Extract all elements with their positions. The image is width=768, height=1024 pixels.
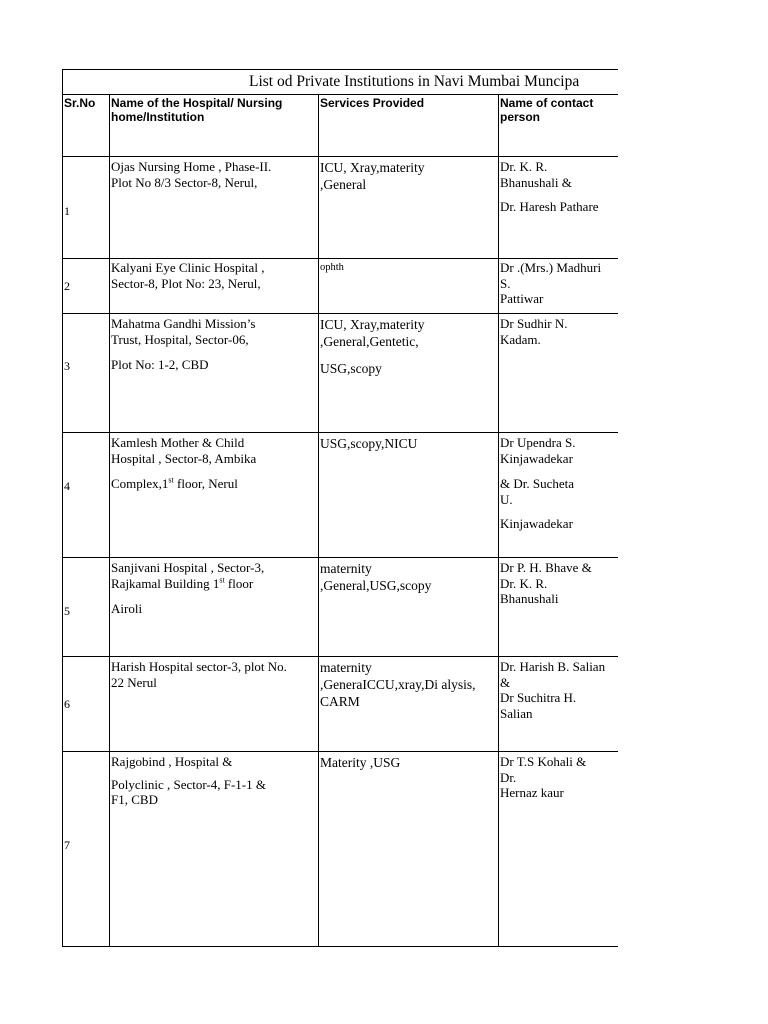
row-number: 4 (64, 479, 70, 493)
contact-line: Dr. (500, 769, 517, 785)
services-line: ,General,USG,scopy (320, 578, 432, 593)
header-name (110, 95, 319, 157)
services-line: USG,scopy (320, 361, 382, 376)
name-line: Kamlesh Mother & Child (111, 435, 245, 450)
cell-contact (499, 157, 619, 259)
contact-line: Dr. K. R. (500, 575, 548, 591)
contact-line: Hernaz kaur (500, 785, 564, 800)
institutions-table (62, 94, 618, 947)
header-services (319, 95, 499, 157)
cell-contact (499, 433, 619, 558)
name-text: floor (224, 575, 254, 591)
contact-line: Kadam. (500, 331, 541, 347)
name-text: Complex,1 (111, 476, 169, 491)
contact-line: Bhanushali (500, 591, 559, 606)
header-name-label: Name of the Hospital/ Nursing home/Institution (111, 96, 283, 124)
ordinal-suffix: st (219, 575, 225, 585)
name-line: Polyclinic , Sector-4, F-1-1 & (111, 776, 266, 792)
name-text: floor, Nerul (173, 476, 238, 491)
name-line: Kalyani Eye Clinic Hospital , (111, 260, 265, 275)
spreadsheet (62, 69, 618, 949)
cell-name (110, 157, 319, 259)
cell-services (319, 752, 499, 947)
cell-services (319, 314, 499, 433)
name-line (111, 576, 317, 592)
cell-srno (63, 259, 110, 314)
contact-line: Dr. K. R. (500, 159, 548, 174)
cell-srno (63, 558, 110, 657)
cell-contact (499, 259, 619, 314)
cell-srno (63, 433, 110, 558)
cell-srno (63, 314, 110, 433)
cell-name (110, 433, 319, 558)
cell-services (319, 157, 499, 259)
name-line: Sector-8, Plot No: 23, Nerul, (111, 275, 261, 291)
header-services-label: Services Provided (320, 96, 425, 110)
contact-line: Kinjawadekar (500, 516, 573, 531)
table-row (63, 752, 619, 947)
services-line: ,GeneraICCU,xray,Di alysis, (320, 677, 476, 692)
title-row (62, 69, 618, 94)
name-line: Trust, Hospital, Sector-06, (111, 331, 249, 347)
services-line: ophth (320, 262, 344, 273)
contact-line: S. (500, 275, 511, 291)
contact-line: Dr T.S Kohali & (500, 754, 587, 769)
contact-line: Dr .(Mrs.) Madhuri (500, 260, 602, 275)
services-line: ICU, Xray,materity (320, 160, 425, 175)
contact-line: Dr P. H. Bhave & (500, 560, 592, 575)
cell-contact (499, 314, 619, 433)
services-line: ,General,Gentetic, (320, 334, 419, 349)
cell-srno (63, 157, 110, 259)
table-row (63, 558, 619, 657)
name-line: Ojas Nursing Home , Phase-II. (111, 159, 272, 174)
name-line: Airoli (111, 601, 143, 616)
name-line: Harish Hospital sector-3, plot No. (111, 659, 287, 674)
row-number: 6 (64, 697, 70, 711)
cell-srno (63, 657, 110, 752)
name-line: Hospital , Sector-8, Ambika (111, 450, 257, 466)
header-row (63, 95, 619, 157)
cell-name (110, 259, 319, 314)
row-number: 1 (64, 204, 70, 218)
table-row (63, 657, 619, 752)
services-line: USG,scopy,NICU (320, 436, 418, 451)
cell-name (110, 752, 319, 947)
contact-line: Bhanushali & (500, 174, 572, 190)
document-title: List od Private Institutions in Navi Mumbai Muncipa (249, 73, 580, 90)
contact-line: & (500, 674, 511, 690)
header-srno (63, 95, 110, 157)
contact-line: Salian (500, 705, 533, 721)
name-line: Plot No 8/3 Sector-8, Nerul, (111, 174, 258, 190)
table-row (63, 314, 619, 433)
header-contact (499, 95, 619, 157)
table-row (63, 157, 619, 259)
name-line (111, 476, 317, 492)
contact-line: Dr Upendra S. (500, 435, 576, 450)
contact-line: & Dr. Sucheta (500, 476, 575, 491)
services-line: Materity ,USG (320, 755, 401, 770)
services-line: ICU, Xray,materity (320, 317, 425, 332)
cell-services (319, 558, 499, 657)
cell-name (110, 657, 319, 752)
name-line: Rajgobind , Hospital & (111, 754, 233, 769)
cell-contact (499, 558, 619, 657)
contact-line: Dr. Harish B. Salian (500, 659, 606, 674)
contact-line: Dr. Haresh Pathare (500, 199, 599, 214)
cell-services (319, 657, 499, 752)
contact-line: Pattiwar (500, 291, 544, 306)
table-row (63, 259, 619, 314)
row-number: 2 (64, 279, 70, 293)
cell-name (110, 314, 319, 433)
name-line: Mahatma Gandhi Mission’s (111, 316, 256, 331)
table-row (63, 433, 619, 558)
cell-srno (63, 752, 110, 947)
contact-line: Dr Sudhir N. (500, 316, 568, 331)
name-line: Sanjivani Hospital , Sector-3, (111, 560, 265, 575)
contact-line: Dr Suchitra H. (500, 690, 577, 705)
contact-line: U. (500, 491, 513, 507)
cell-name (110, 558, 319, 657)
name-line: 22 Nerul (111, 674, 157, 690)
cell-contact (499, 657, 619, 752)
header-contact-label: Name of contact person (500, 96, 594, 124)
header-srno-label: Sr.No (64, 96, 96, 110)
name-text: Rajkamal Building 1 (111, 575, 220, 591)
cell-contact (499, 752, 619, 947)
services-line: CARM (320, 694, 360, 709)
name-line: F1, CBD (111, 792, 158, 807)
cell-services (319, 259, 499, 314)
row-number: 3 (64, 359, 70, 373)
services-line: maternity (320, 660, 372, 675)
services-line: maternity (320, 561, 372, 576)
row-number: 7 (64, 838, 70, 852)
contact-line: Kinjawadekar (500, 450, 573, 466)
cell-services (319, 433, 499, 558)
name-line: Plot No: 1-2, CBD (111, 357, 209, 372)
row-number: 5 (64, 604, 70, 618)
ordinal-suffix: st (168, 475, 174, 485)
services-line: ,General (320, 177, 367, 192)
